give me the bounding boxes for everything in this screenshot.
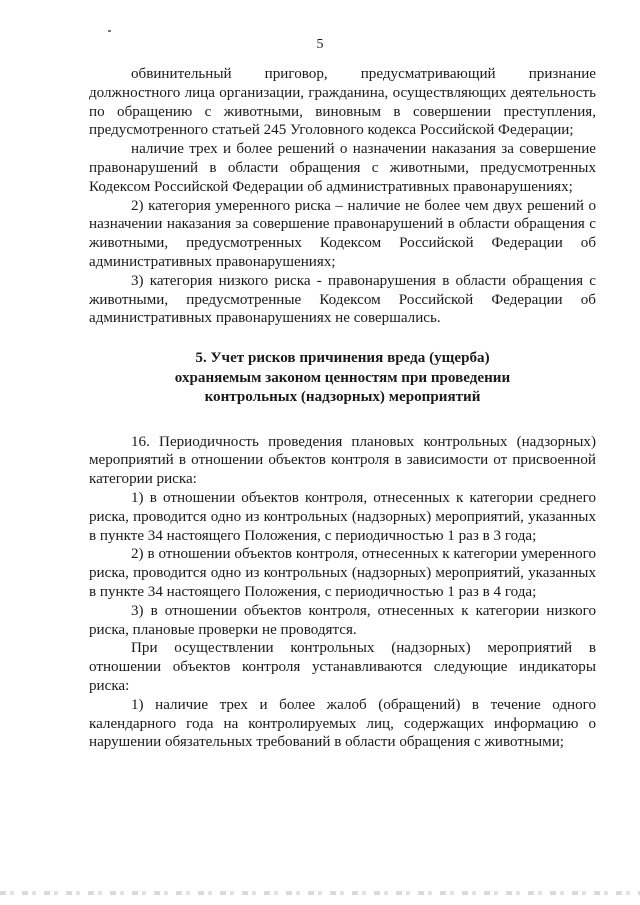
paragraph-three-decisions: наличие трех и более решений о назначении наказания за совершение правонарушений в области обращения с животными, предусмотренных Кодексом Российской Федерации об административных правонарушениях; — [89, 141, 596, 195]
section-heading-line-3: контрольных (надзорных) мероприятий — [204, 389, 481, 406]
scan-edge-artifact — [0, 891, 640, 895]
section-heading — [89, 349, 596, 408]
paragraph-medium-risk-periodicity: 1) в отношении объектов контроля, отнесенных к категории среднего риска, проводится одно из контрольных (надзорных) мероприятий, указанных в пункте 34 настоящего Положения, с периодичностью 1 раз в 3 года; — [89, 490, 596, 544]
paragraph-low-risk: 3) категория низкого риска - правонарушения в области обращения с животными, предусмотренные Кодексом Российской Федерации об административных правонарушениях не совершались. — [89, 272, 596, 327]
scan-artifact-mark — [108, 30, 111, 32]
paragraph-item-16: 16. Периодичность проведения плановых контрольных (надзорных) мероприятий в отношении объектов контроля в зависимости от присвоенной категории риска: — [89, 433, 596, 488]
paragraph-moderate-risk: 2) категория умеренного риска – наличие не более чем двух решений о назначении наказания за совершение правонарушений в области обращения с животными, предусмотренных Кодексом Российской Федерации об административных правонарушениях; — [89, 197, 596, 270]
paragraph-risk-indicators: При осуществлении контрольных (надзорных) мероприятий в отношении объектов контроля устанавливаются следующие индикаторы риска: — [89, 640, 596, 695]
paragraph-indicator-complaints: 1) наличие трех и более жалоб (обращений) в течение одного календарного года на контролируемых лиц, содержащих информацию о нарушении обязательных требований в области обращения с животными; — [89, 696, 596, 751]
page-number: 5 — [316, 37, 324, 52]
paragraph-low-risk-periodicity: 3) в отношении объектов контроля, отнесенных к категории низкого риска, плановые проверки не проводятся. — [89, 602, 596, 638]
paragraph-conviction: обвинительный приговор, предусматривающий признание должностного лица организации, гражданина, осуществляющих деятельность по обращению с животными, виновным в совершении преступления, предусмотренного статьей 245 Уголовного кодекса Российской Федерации; — [89, 66, 596, 139]
document-body — [89, 65, 596, 752]
section-heading-line-1: 5. Учет рисков причинения вреда (ущерба) — [195, 350, 490, 367]
paragraph-moderate-risk-periodicity: 2) в отношении объектов контроля, отнесенных к категории умеренного риска, проводится одно из контрольных (надзорных) мероприятий, указанных в пункте 34 настоящего Положения, с периодичностью 1 раз в 4 года; — [89, 546, 596, 601]
section-heading-line-2: охраняемым законом ценностям при проведении — [174, 369, 511, 386]
